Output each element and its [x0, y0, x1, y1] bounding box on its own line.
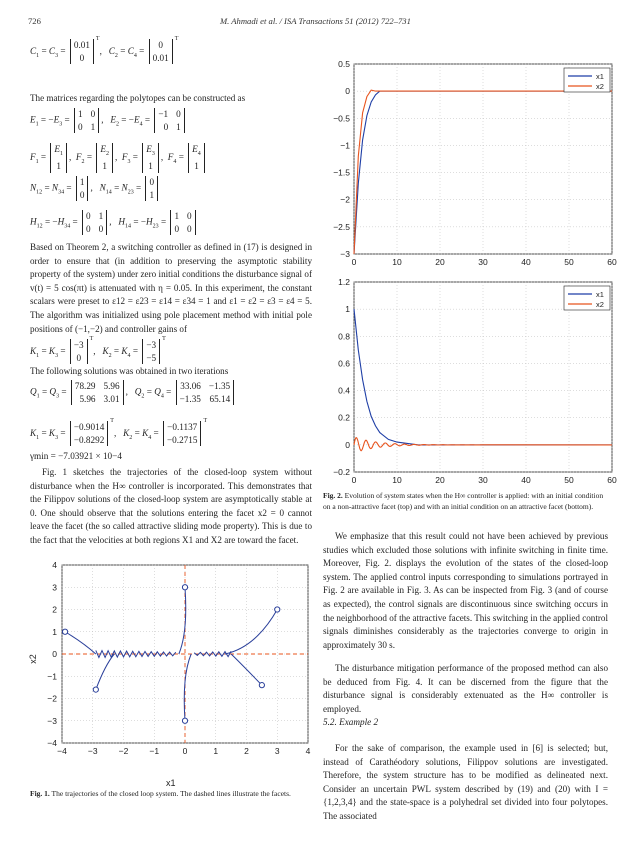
fig2-bottom-xtick: 30 [478, 475, 488, 485]
fig1-xtick: 4 [305, 746, 311, 756]
fig1-xtick: 0 [182, 746, 188, 756]
para-theorem: Based on Theorem 2, a switching controller as defined in (17) is designed in order to ensure that (in addition to preserving the asymptotic stability property of the system) under zero initial conditions the disturbance signal of v(t) = 5 cos(πt) is attenuated with η = 0.05. In this experiment, the constant scalars were preset to ε12 = ε23 = ε14 = ε34 = 1 and ε1 = ε2 = ε3 = ε4 = 5. The algorithm was initialized using pole placement method with initial pole positions of (−1,−2) and controller gains of [30, 242, 312, 334]
eq-n: $N_{12} = N_{34}$ = 1 0 , $N_{14} = N_{23}$ = 0 1 [30, 176, 160, 201]
fig2-top-ytick: −1.5 [333, 167, 350, 178]
eq-h: $H_{12} = -H_{34}$ = 0 1 0 0 , $H_{14} = -H_{23}$ = 1 0 0 0 [30, 210, 198, 235]
fig1-ytick: −2 [47, 693, 57, 704]
page-number: 726 [28, 16, 41, 26]
fig1-initial-point [275, 607, 280, 612]
fig1-xtick: 3 [274, 746, 280, 756]
fig1-initial-point [182, 718, 187, 723]
fig2-top-xtick: 20 [435, 257, 445, 267]
para-matrices: The matrices regarding the polytopes can be constructed as [30, 93, 246, 103]
fig2-top-ytick: 0.5 [338, 59, 350, 69]
fig1-ytick: 0 [52, 649, 57, 659]
section-title: 5.2. Example 2 [323, 717, 379, 727]
fig1-ytick: 3 [52, 582, 57, 593]
fig1-xtick: −3 [87, 746, 98, 756]
fig2-top-xtick: 30 [478, 257, 488, 267]
para-solutions: The following solutions was obtained in two iterations [30, 366, 229, 376]
eq-gamma: γmin = −7.03921 × 10−4 [30, 451, 122, 461]
fig2-bottom-ytick: 0.2 [338, 412, 350, 423]
eq-q: $Q_1 = Q_3$ = 78.29 5.96 5.96 3.01 , $Q_2 = Q_4$ = 33.06 −1.35 −1.35 65.14 [30, 380, 236, 405]
fig2-bottom-xtick: 0 [351, 475, 357, 485]
para-example2: For the sake of comparison, the example used in [6] is selected; but, instead of Carathéodory solutions, Filippov solutions are investigated. Therefore, the system structure has to be modified as delineated next. Consider an uncertain PWL system described by (19) and (20) with I = {1,2,3,4} and the state-space is a polyhedral set divided into four polytopes. The associated [323, 743, 608, 821]
fig2-bottom-xtick: 10 [392, 475, 402, 485]
fig2-top-xtick: 40 [521, 257, 531, 267]
running-title: M. Ahmadi et al. / ISA Transactions 51 (2012) 722–731 [220, 16, 411, 26]
fig1-xtick: −4 [57, 746, 67, 756]
fig2-bottom-ytick: 0.6 [338, 358, 350, 369]
fig2-bottom-xtick: 50 [564, 475, 574, 485]
fig2-top-ytick: −3 [340, 249, 350, 259]
fig1-xtick: −1 [149, 746, 160, 756]
eq-f: $F_1$ = $E_1$ 1 , $F_2$ = $E_2$ 1 , $F_3$ = $E_3$ 1 , $F_4$ = $E_4$ 1 [30, 143, 207, 173]
fig2-bottom-xtick: 40 [521, 475, 531, 485]
fig1-initial-point [93, 687, 98, 692]
fig2-top-ytick: −2 [340, 194, 350, 205]
fig2-top-ytick: −0.5 [333, 113, 350, 124]
fig2-caption: Fig. 2. Evolution of system states when the H∞ controller is applied: with an initial condition on a non-attractive facet (top) and with an initial condition on an attractive facet (bottom). [323, 491, 604, 511]
fig1-xtick: 2 [244, 746, 249, 756]
fig2-bottom-ytick: −0.2 [333, 467, 350, 477]
fig2-top-ytick: −2.5 [333, 221, 350, 232]
fig1-ytick: 1 [52, 626, 57, 637]
para-disturbance: The disturbance mitigation performance of the proposed method can also be deduced from Fig. 4. It can be discerned from the figure that the disturbance signal is considerably extenuated as the H∞ controller is employed. [323, 663, 608, 714]
fig2-bottom-axes-box [354, 282, 612, 472]
fig2-top-axes-box [354, 64, 612, 254]
fig2-bottom-ytick: 1 [345, 304, 350, 315]
fig1-ylabel: x2 [27, 654, 38, 664]
fig1-xtick: 1 [213, 746, 219, 756]
fig2-top-ytick: −1 [340, 140, 350, 151]
fig2-top-chart [320, 58, 620, 276]
fig2-top-legend-label: x1 [596, 72, 604, 81]
fig2-bottom-legend-label: x1 [596, 290, 604, 299]
eq-e: $E_1 = -E_3$ = 1 0 0 1 , $E_2 = -E_4$ = −1 0 0 1 [30, 108, 187, 133]
fig1-xtick: −2 [118, 746, 129, 756]
fig2-bottom-ytick: 0 [345, 439, 350, 450]
para-emphasize: We emphasize that this result could not have been achieved by previous studies which excluded those solutions with infinite switching in finite time. Moreover, Fig. 2. displays the evolution of the states of the closed-loop system. The applied control inputs corresponding to simulations portrayed in Fig. 2 are available in Fig. 3. As can be inspected from Fig. 3 (and of course as expected), the control signals are discontinuous since switching occurs in the neighborhood of the attractive facets. This switching in the applied control signals diminishes considerably as the trajectories converge to origin in approximately 30 s. [323, 531, 608, 650]
fig2-top-xtick: 10 [392, 257, 402, 267]
fig1-ytick: −3 [47, 715, 57, 726]
eq-c: $C_1 = C_3$ = 0.01 0 $^T$, $C_2 = C_4$ = 0 0.01 $^T$ [30, 36, 179, 63]
fig1-chart [22, 555, 314, 777]
fig2-bottom-chart [320, 276, 620, 490]
fig2-bottom-xtick: 20 [435, 475, 445, 485]
fig2-top-xtick: 60 [607, 257, 617, 267]
para-fig1: Fig. 1 sketches the trajectories of the closed-loop system without disturbance when the H∞ controller is incorporated. This demonstrates that the Filippov solutions of the closed-loop system are asymptotically stable at 0. One should observe that the solutions entering the facet x2 = 0 cannot leave the facet (the so called attractive sliding mode property). This is due to the fact that the velocities at both regions X1 and X2 are toward the facet. [30, 467, 312, 545]
fig2-bottom-legend-label: x2 [596, 300, 604, 309]
fig1-ytick: −4 [47, 738, 57, 748]
fig2-bottom-ytick: 0.8 [338, 331, 350, 342]
fig2-top-xtick: 0 [351, 257, 357, 267]
fig2-top-ytick: 0 [345, 86, 350, 97]
fig2-top-legend-label: x2 [596, 82, 604, 91]
fig1-initial-point [259, 683, 264, 688]
fig2-bottom-ytick: 1.2 [338, 277, 350, 287]
fig1-initial-point [182, 585, 187, 590]
fig2-bottom-xtick: 60 [607, 475, 617, 485]
fig1-caption: Fig. 1. The trajectories of the closed loop system. The dashed lines illustrate the facets. [30, 789, 291, 798]
fig1-ytick: 2 [52, 604, 57, 615]
fig1-ytick: −1 [47, 671, 57, 682]
fig2-bottom-ytick: 0.4 [338, 385, 350, 396]
eq-k-final: $K_1 = K_3$ = −0.9014 −0.8292 $^T$, $K_2 = K_4$ = −0.1137 −0.2715 $^T$ [30, 418, 208, 445]
fig1-ytick: 4 [52, 560, 57, 570]
fig1-xlabel: x1 [166, 778, 176, 788]
fig1-initial-point [62, 629, 67, 634]
eq-k-initial: $K_1 = K_3$ = −3 0 $^T$, $K_2 = K_4$ = −3 −5 $^T$ [30, 336, 166, 363]
fig2-top-xtick: 50 [564, 257, 574, 267]
